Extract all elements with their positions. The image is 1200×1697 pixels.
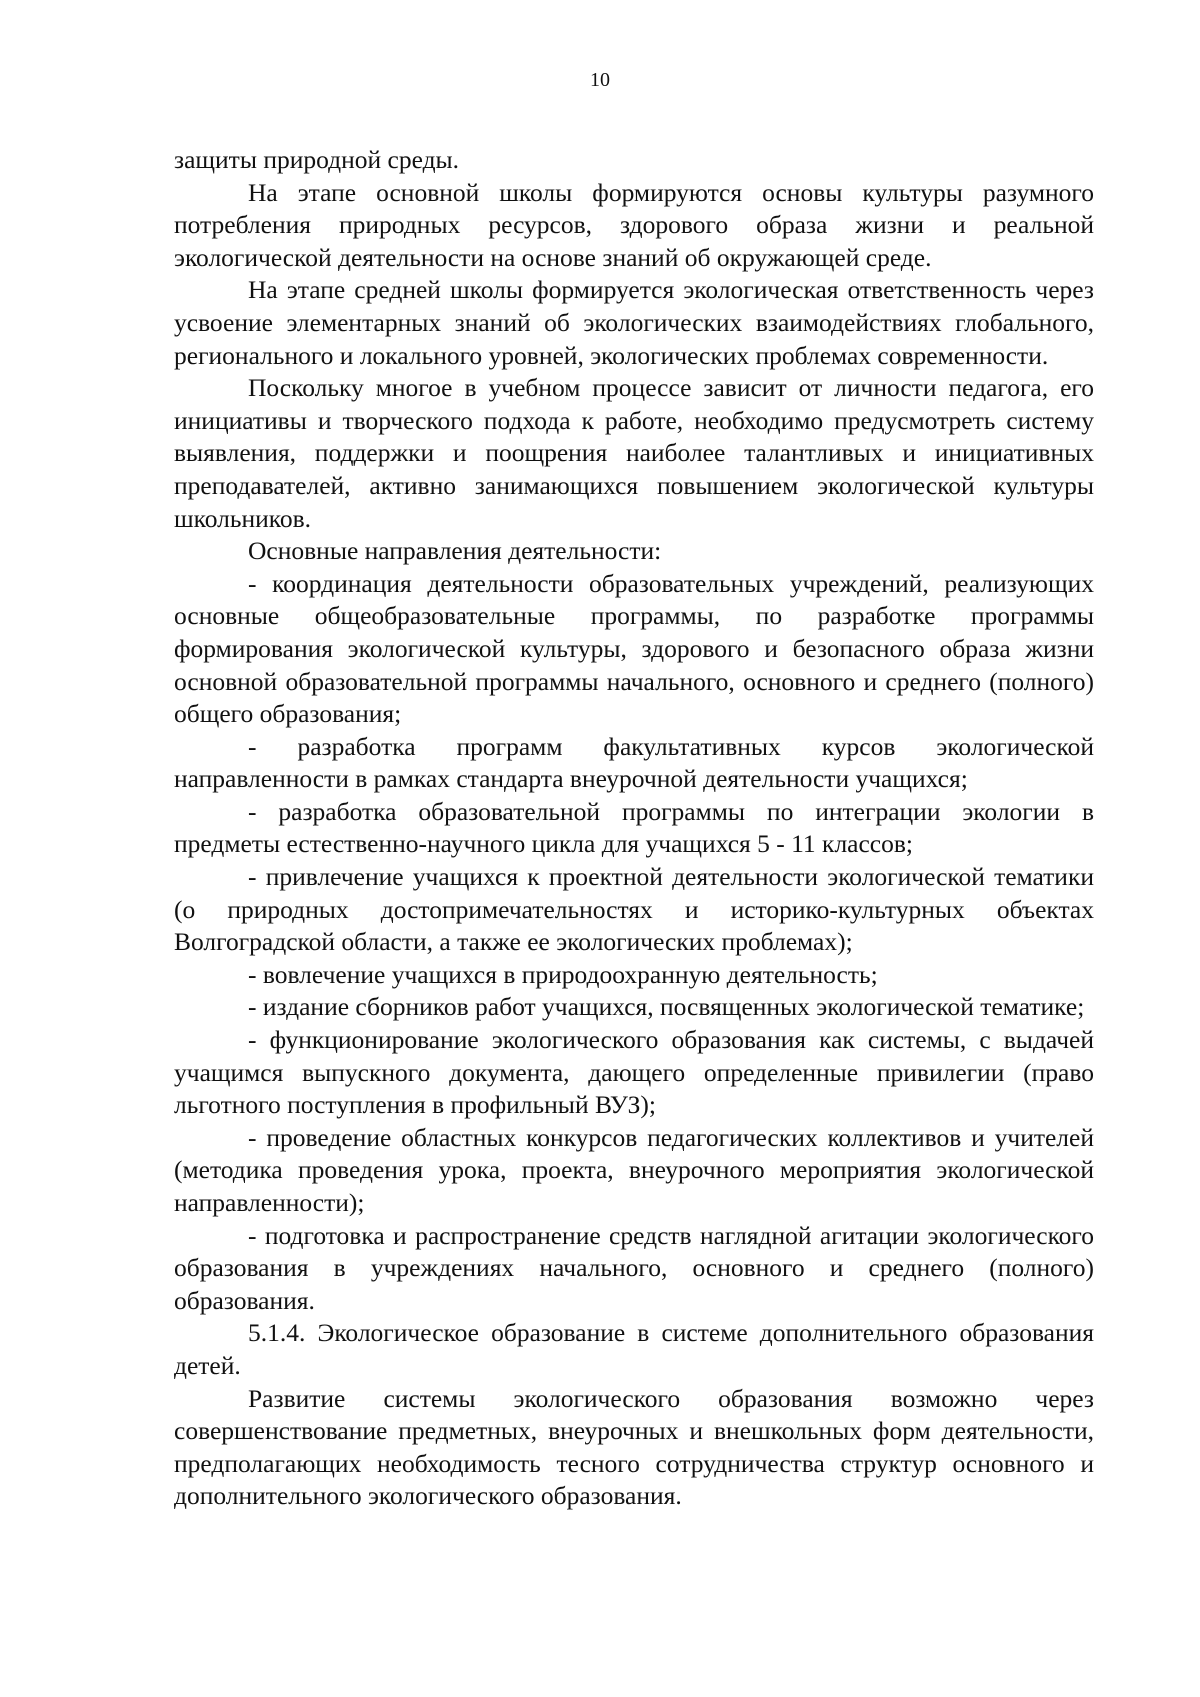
document-body <box>174 144 1094 1513</box>
paragraph-basic-school: На этапе основной школы формируются основы культуры разумного потребления природных ресурсов, здорового образа жизни и реальной экологической деятельности на основе знаний об окружающей среде. <box>174 177 1094 272</box>
list-item-elective-courses: - разработка программ факультативных курсов экологической направленности в рамках стандарта внеурочной деятельности учащихся; <box>174 731 1094 794</box>
list-item-visual-agitation: - подготовка и распространение средств наглядной агитации экологического образования в учреждениях начального, основного и среднего (полного) образования. <box>174 1220 1094 1315</box>
list-item-nature-protection: - вовлечение учащихся в природоохранную деятельность; <box>248 959 878 989</box>
paragraph-development: Развитие системы экологического образования возможно через совершенствование предметных, внеурочных и внешкольных форм деятельности, предполагающих необходимость тесного сотрудничества структур основного и дополнительного экологического образования. <box>174 1383 1094 1511</box>
paragraph-continuation: защиты природной среды. <box>174 145 460 174</box>
section-heading-5-1-4: 5.1.4. Экологическое образование в системе дополнительного образования детей. <box>174 1318 1094 1380</box>
list-item-contests: - проведение областных конкурсов педагогических коллективов и учителей (методика проведения урока, проекта, внеурочного мероприятия экологической направленности); <box>174 1122 1094 1217</box>
list-item-coordination: - координация деятельности образовательных учреждений, реализующих основные общеобразовательные программы, по разработке программы формирования экологической культуры, здорового и безопасного образа жизни основной образовательной программы начального, основного и среднего (полного) общего образования; <box>174 568 1094 729</box>
paragraph-secondary-school: На этапе средней школы формируется экологическая ответственность через усвоение элементарных знаний об экологических взаимодействиях глобального, регионального и локального уровней, экологических проблемах современности. <box>174 275 1094 370</box>
paragraph-main-directions-heading: Основные направления деятельности: <box>248 536 662 566</box>
page-number: 10 <box>590 69 610 91</box>
list-item-education-system: - функционирование экологического образования как системы, с выдачей учащимся выпускного документа, дающего определенные привилегии (право льготного поступления в профильный ВУЗ); <box>174 1025 1094 1120</box>
list-item-project-activity: - привлечение учащихся к проектной деятельности экологической тематики (о природных достопримечательностях и историко-культурных объектах Волгоградской области, а также ее экологических проблемах); <box>174 862 1094 957</box>
paragraph-teacher-initiative: Поскольку многое в учебном процессе зависит от личности педагога, его инициативы и творческого подхода к работе, необходимо предусмотреть систему выявления, поддержки и поощрения наиболее талантливых и инициативных преподавателей, активно занимающихся повышением экологической культуры школьников. <box>174 373 1094 533</box>
list-item-publications: - издание сборников работ учащихся, посвященных экологической тематике; <box>248 992 1085 1022</box>
list-item-integration-program: - разработка образовательной программы по интеграции экологии в предметы естественно-научного цикла для учащихся 5 - 11 классов; <box>174 796 1094 859</box>
